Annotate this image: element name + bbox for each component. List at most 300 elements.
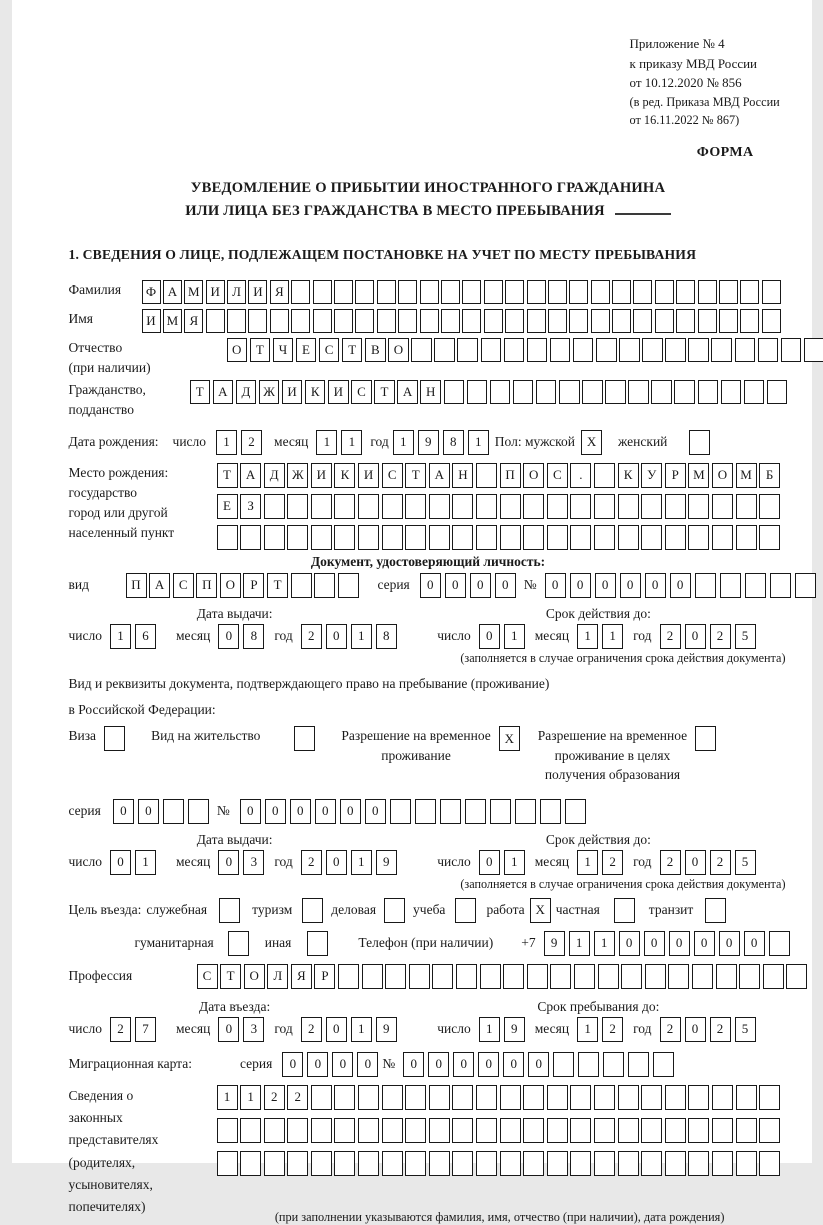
char-cell[interactable]: 2 <box>287 1085 308 1110</box>
char-cell[interactable]: 2 <box>264 1085 285 1110</box>
char-cell[interactable] <box>769 931 790 956</box>
char-cell[interactable] <box>641 494 662 519</box>
char-cell[interactable] <box>384 898 405 923</box>
char-cell[interactable] <box>692 964 713 989</box>
purpose-business-checkbox[interactable] <box>219 898 240 923</box>
char-cell[interactable] <box>313 280 332 304</box>
char-cell[interactable] <box>429 1085 450 1110</box>
char-cell[interactable] <box>434 338 455 362</box>
char-cell[interactable] <box>405 525 426 550</box>
char-cell[interactable] <box>736 1085 757 1110</box>
char-cell[interactable] <box>523 525 544 550</box>
char-cell[interactable]: Т <box>217 463 238 488</box>
char-cell[interactable] <box>334 309 353 333</box>
char-cell[interactable] <box>618 1118 639 1143</box>
char-cell[interactable] <box>612 309 631 333</box>
char-cell[interactable]: 7 <box>135 1017 156 1042</box>
char-cell[interactable] <box>569 280 588 304</box>
char-cell[interactable]: 0 <box>218 1017 239 1042</box>
char-cell[interactable] <box>405 494 426 519</box>
char-cell[interactable] <box>358 525 379 550</box>
char-cell[interactable] <box>594 1151 615 1176</box>
char-cell[interactable] <box>712 1118 733 1143</box>
char-cell[interactable]: 8 <box>243 624 264 649</box>
char-cell[interactable] <box>540 799 561 824</box>
char-cell[interactable] <box>705 898 726 923</box>
char-cell[interactable]: Я <box>291 964 312 989</box>
char-cell[interactable]: Д <box>236 380 257 404</box>
char-cell[interactable] <box>591 280 610 304</box>
char-cell[interactable]: 5 <box>735 624 756 649</box>
char-cell[interactable]: Л <box>267 964 288 989</box>
char-cell[interactable]: 9 <box>376 850 397 875</box>
char-cell[interactable]: 0 <box>326 850 347 875</box>
char-cell[interactable] <box>578 1052 599 1077</box>
char-cell[interactable]: 0 <box>645 573 666 598</box>
char-cell[interactable] <box>688 1118 709 1143</box>
char-cell[interactable] <box>695 726 716 751</box>
char-cell[interactable] <box>355 309 374 333</box>
purpose-transit-checkbox[interactable] <box>705 898 726 923</box>
purpose-tourism-checkbox[interactable] <box>302 898 323 923</box>
char-cell[interactable]: 0 <box>307 1052 328 1077</box>
char-cell[interactable] <box>527 309 546 333</box>
char-cell[interactable] <box>720 573 741 598</box>
char-cell[interactable] <box>452 1085 473 1110</box>
char-cell[interactable]: С <box>197 964 218 989</box>
char-cell[interactable]: 2 <box>301 1017 322 1042</box>
char-cell[interactable] <box>527 964 548 989</box>
char-cell[interactable] <box>338 964 359 989</box>
char-cell[interactable] <box>786 964 807 989</box>
char-cell[interactable]: 0 <box>420 573 441 598</box>
char-cell[interactable] <box>500 1085 521 1110</box>
char-cell[interactable] <box>594 1118 615 1143</box>
char-cell[interactable] <box>523 494 544 519</box>
char-cell[interactable] <box>689 430 710 455</box>
char-cell[interactable]: И <box>282 380 303 404</box>
char-cell[interactable] <box>603 1052 624 1077</box>
char-cell[interactable] <box>362 964 383 989</box>
char-cell[interactable]: Е <box>296 338 317 362</box>
char-cell[interactable]: 3 <box>243 850 264 875</box>
char-cell[interactable] <box>476 494 497 519</box>
char-cell[interactable]: А <box>149 573 170 598</box>
char-cell[interactable]: И <box>206 280 225 304</box>
char-cell[interactable] <box>547 1085 568 1110</box>
char-cell[interactable] <box>655 309 674 333</box>
char-cell[interactable]: 5 <box>735 1017 756 1042</box>
char-cell[interactable] <box>217 1151 238 1176</box>
char-cell[interactable]: 0 <box>478 1052 499 1077</box>
char-cell[interactable] <box>358 1151 379 1176</box>
char-cell[interactable]: 9 <box>376 1017 397 1042</box>
char-cell[interactable] <box>420 280 439 304</box>
char-cell[interactable] <box>712 525 733 550</box>
char-cell[interactable] <box>582 380 603 404</box>
char-cell[interactable] <box>462 309 481 333</box>
char-cell[interactable] <box>264 525 285 550</box>
char-cell[interactable]: 0 <box>685 850 706 875</box>
char-cell[interactable]: 0 <box>265 799 286 824</box>
purpose-humanitarian-checkbox[interactable] <box>228 931 249 956</box>
char-cell[interactable] <box>398 280 417 304</box>
char-cell[interactable] <box>716 964 737 989</box>
char-cell[interactable] <box>641 525 662 550</box>
char-cell[interactable] <box>334 1085 355 1110</box>
char-cell[interactable]: 0 <box>326 1017 347 1042</box>
char-cell[interactable] <box>711 338 732 362</box>
char-cell[interactable]: О <box>220 573 241 598</box>
char-cell[interactable] <box>311 494 332 519</box>
char-cell[interactable] <box>382 1085 403 1110</box>
char-cell[interactable]: 0 <box>528 1052 549 1077</box>
char-cell[interactable]: X <box>530 898 551 923</box>
char-cell[interactable] <box>206 309 225 333</box>
char-cell[interactable] <box>628 1052 649 1077</box>
char-cell[interactable]: 2 <box>110 1017 131 1042</box>
char-cell[interactable] <box>698 309 717 333</box>
char-cell[interactable]: С <box>319 338 340 362</box>
char-cell[interactable]: 9 <box>544 931 565 956</box>
char-cell[interactable] <box>547 1118 568 1143</box>
char-cell[interactable]: Б <box>759 463 780 488</box>
char-cell[interactable]: 0 <box>453 1052 474 1077</box>
char-cell[interactable] <box>484 280 503 304</box>
char-cell[interactable] <box>294 726 315 751</box>
purpose-other-checkbox[interactable] <box>307 931 328 956</box>
char-cell[interactable] <box>767 380 788 404</box>
char-cell[interactable]: 0 <box>620 573 641 598</box>
char-cell[interactable]: 0 <box>495 573 516 598</box>
char-cell[interactable] <box>452 494 473 519</box>
char-cell[interactable]: 0 <box>744 931 765 956</box>
char-cell[interactable]: 5 <box>735 850 756 875</box>
char-cell[interactable]: О <box>712 463 733 488</box>
char-cell[interactable] <box>668 964 689 989</box>
char-cell[interactable]: 0 <box>218 850 239 875</box>
char-cell[interactable] <box>338 573 359 598</box>
char-cell[interactable]: 1 <box>569 931 590 956</box>
char-cell[interactable] <box>569 309 588 333</box>
char-cell[interactable] <box>291 309 310 333</box>
char-cell[interactable]: 0 <box>365 799 386 824</box>
purpose-study-checkbox[interactable] <box>455 898 476 923</box>
char-cell[interactable]: М <box>163 309 182 333</box>
visa-checkbox[interactable] <box>104 726 125 751</box>
char-cell[interactable]: 1 <box>316 430 337 455</box>
char-cell[interactable] <box>547 1151 568 1176</box>
char-cell[interactable] <box>665 338 686 362</box>
char-cell[interactable]: Л <box>227 280 246 304</box>
char-cell[interactable] <box>513 380 534 404</box>
char-cell[interactable]: 1 <box>351 850 372 875</box>
char-cell[interactable] <box>605 380 626 404</box>
char-cell[interactable]: М <box>736 463 757 488</box>
char-cell[interactable] <box>385 964 406 989</box>
char-cell[interactable]: У <box>641 463 662 488</box>
sex-female-checkbox[interactable] <box>689 430 710 455</box>
char-cell[interactable]: 2 <box>301 624 322 649</box>
char-cell[interactable] <box>618 1151 639 1176</box>
char-cell[interactable]: П <box>196 573 217 598</box>
char-cell[interactable] <box>618 1085 639 1110</box>
char-cell[interactable] <box>641 1151 662 1176</box>
char-cell[interactable]: 0 <box>113 799 134 824</box>
char-cell[interactable] <box>355 280 374 304</box>
char-cell[interactable] <box>553 1052 574 1077</box>
char-cell[interactable] <box>311 1085 332 1110</box>
char-cell[interactable] <box>334 525 355 550</box>
char-cell[interactable] <box>382 525 403 550</box>
char-cell[interactable] <box>481 338 502 362</box>
char-cell[interactable] <box>594 463 615 488</box>
char-cell[interactable]: 0 <box>403 1052 424 1077</box>
char-cell[interactable]: 1 <box>602 624 623 649</box>
char-cell[interactable] <box>287 525 308 550</box>
char-cell[interactable]: И <box>328 380 349 404</box>
char-cell[interactable] <box>550 964 571 989</box>
char-cell[interactable]: Я <box>184 309 203 333</box>
char-cell[interactable] <box>688 494 709 519</box>
char-cell[interactable] <box>674 380 695 404</box>
char-cell[interactable]: С <box>547 463 568 488</box>
char-cell[interactable] <box>240 525 261 550</box>
char-cell[interactable] <box>781 338 802 362</box>
char-cell[interactable] <box>736 1118 757 1143</box>
char-cell[interactable] <box>570 494 591 519</box>
char-cell[interactable] <box>500 1151 521 1176</box>
char-cell[interactable] <box>712 494 733 519</box>
char-cell[interactable]: 1 <box>577 850 598 875</box>
char-cell[interactable] <box>612 280 631 304</box>
char-cell[interactable] <box>523 1151 544 1176</box>
char-cell[interactable] <box>307 931 328 956</box>
char-cell[interactable] <box>358 1085 379 1110</box>
char-cell[interactable]: 2 <box>710 1017 731 1042</box>
char-cell[interactable] <box>219 898 240 923</box>
edu-permit-checkbox[interactable] <box>695 726 716 751</box>
char-cell[interactable] <box>465 799 486 824</box>
char-cell[interactable] <box>377 309 396 333</box>
char-cell[interactable] <box>334 494 355 519</box>
char-cell[interactable]: А <box>163 280 182 304</box>
char-cell[interactable] <box>217 525 238 550</box>
char-cell[interactable]: 8 <box>376 624 397 649</box>
char-cell[interactable] <box>291 280 310 304</box>
char-cell[interactable] <box>358 1118 379 1143</box>
char-cell[interactable] <box>334 280 353 304</box>
char-cell[interactable] <box>633 309 652 333</box>
char-cell[interactable] <box>311 525 332 550</box>
char-cell[interactable] <box>759 1085 780 1110</box>
char-cell[interactable] <box>287 1118 308 1143</box>
char-cell[interactable] <box>217 1118 238 1143</box>
char-cell[interactable]: 0 <box>357 1052 378 1077</box>
char-cell[interactable] <box>390 799 411 824</box>
char-cell[interactable]: 0 <box>685 624 706 649</box>
char-cell[interactable] <box>736 494 757 519</box>
char-cell[interactable]: 0 <box>326 624 347 649</box>
char-cell[interactable]: 2 <box>602 850 623 875</box>
char-cell[interactable]: А <box>213 380 234 404</box>
char-cell[interactable] <box>503 964 524 989</box>
char-cell[interactable] <box>291 573 312 598</box>
char-cell[interactable] <box>440 799 461 824</box>
char-cell[interactable] <box>240 1151 261 1176</box>
char-cell[interactable]: 0 <box>670 573 691 598</box>
char-cell[interactable] <box>698 280 717 304</box>
char-cell[interactable] <box>527 280 546 304</box>
char-cell[interactable] <box>573 338 594 362</box>
char-cell[interactable]: И <box>311 463 332 488</box>
char-cell[interactable] <box>405 1151 426 1176</box>
char-cell[interactable] <box>382 1151 403 1176</box>
char-cell[interactable] <box>441 280 460 304</box>
char-cell[interactable] <box>411 338 432 362</box>
char-cell[interactable] <box>614 898 635 923</box>
char-cell[interactable]: 1 <box>479 1017 500 1042</box>
char-cell[interactable]: 0 <box>595 573 616 598</box>
char-cell[interactable]: О <box>244 964 265 989</box>
purpose-private-checkbox[interactable] <box>614 898 635 923</box>
char-cell[interactable]: 0 <box>479 624 500 649</box>
char-cell[interactable] <box>480 964 501 989</box>
char-cell[interactable]: 9 <box>418 430 439 455</box>
char-cell[interactable] <box>594 494 615 519</box>
char-cell[interactable] <box>476 525 497 550</box>
char-cell[interactable] <box>759 494 780 519</box>
char-cell[interactable] <box>596 338 617 362</box>
char-cell[interactable] <box>676 280 695 304</box>
char-cell[interactable] <box>515 799 536 824</box>
char-cell[interactable] <box>770 573 791 598</box>
char-cell[interactable]: Т <box>342 338 363 362</box>
char-cell[interactable]: 0 <box>110 850 131 875</box>
char-cell[interactable] <box>547 525 568 550</box>
char-cell[interactable]: Т <box>267 573 288 598</box>
char-cell[interactable] <box>415 799 436 824</box>
char-cell[interactable] <box>559 380 580 404</box>
char-cell[interactable] <box>452 1118 473 1143</box>
char-cell[interactable] <box>688 1085 709 1110</box>
char-cell[interactable] <box>712 1085 733 1110</box>
char-cell[interactable] <box>594 1085 615 1110</box>
char-cell[interactable]: 1 <box>135 850 156 875</box>
char-cell[interactable] <box>570 1151 591 1176</box>
char-cell[interactable] <box>270 309 289 333</box>
char-cell[interactable] <box>476 1085 497 1110</box>
char-cell[interactable] <box>591 309 610 333</box>
char-cell[interactable]: 1 <box>504 850 525 875</box>
char-cell[interactable]: Д <box>264 463 285 488</box>
char-cell[interactable]: 2 <box>710 850 731 875</box>
char-cell[interactable] <box>334 1151 355 1176</box>
char-cell[interactable] <box>618 494 639 519</box>
char-cell[interactable] <box>429 525 450 550</box>
char-cell[interactable]: 0 <box>332 1052 353 1077</box>
char-cell[interactable] <box>287 1151 308 1176</box>
char-cell[interactable] <box>104 726 125 751</box>
char-cell[interactable] <box>642 338 663 362</box>
purpose-commercial-checkbox[interactable] <box>384 898 405 923</box>
char-cell[interactable] <box>688 338 709 362</box>
char-cell[interactable]: 0 <box>445 573 466 598</box>
char-cell[interactable]: Ф <box>142 280 161 304</box>
char-cell[interactable]: Н <box>452 463 473 488</box>
char-cell[interactable]: 1 <box>351 1017 372 1042</box>
char-cell[interactable] <box>398 309 417 333</box>
char-cell[interactable]: А <box>240 463 261 488</box>
char-cell[interactable]: 0 <box>315 799 336 824</box>
char-cell[interactable]: 2 <box>710 624 731 649</box>
char-cell[interactable] <box>645 964 666 989</box>
char-cell[interactable] <box>429 1151 450 1176</box>
char-cell[interactable] <box>452 525 473 550</box>
char-cell[interactable] <box>311 1118 332 1143</box>
char-cell[interactable] <box>759 1118 780 1143</box>
char-cell[interactable] <box>455 898 476 923</box>
char-cell[interactable] <box>665 1118 686 1143</box>
char-cell[interactable]: 0 <box>479 850 500 875</box>
char-cell[interactable] <box>736 1151 757 1176</box>
char-cell[interactable] <box>758 338 779 362</box>
char-cell[interactable] <box>490 380 511 404</box>
char-cell[interactable] <box>633 280 652 304</box>
char-cell[interactable]: Т <box>250 338 271 362</box>
char-cell[interactable]: 9 <box>504 1017 525 1042</box>
char-cell[interactable] <box>550 338 571 362</box>
char-cell[interactable]: Р <box>314 964 335 989</box>
char-cell[interactable]: Т <box>220 964 241 989</box>
char-cell[interactable] <box>432 964 453 989</box>
char-cell[interactable]: 8 <box>443 430 464 455</box>
char-cell[interactable]: М <box>688 463 709 488</box>
char-cell[interactable] <box>409 964 430 989</box>
char-cell[interactable] <box>548 280 567 304</box>
char-cell[interactable]: 2 <box>660 1017 681 1042</box>
char-cell[interactable] <box>523 1085 544 1110</box>
char-cell[interactable]: Ч <box>273 338 294 362</box>
char-cell[interactable] <box>547 494 568 519</box>
char-cell[interactable] <box>334 1118 355 1143</box>
char-cell[interactable]: 2 <box>602 1017 623 1042</box>
char-cell[interactable] <box>505 309 524 333</box>
char-cell[interactable] <box>452 1151 473 1176</box>
char-cell[interactable] <box>570 1118 591 1143</box>
char-cell[interactable] <box>598 964 619 989</box>
char-cell[interactable]: 0 <box>340 799 361 824</box>
char-cell[interactable] <box>405 1118 426 1143</box>
char-cell[interactable]: 1 <box>594 931 615 956</box>
char-cell[interactable] <box>264 1151 285 1176</box>
char-cell[interactable]: Р <box>665 463 686 488</box>
char-cell[interactable] <box>377 280 396 304</box>
char-cell[interactable]: 0 <box>470 573 491 598</box>
char-cell[interactable]: 0 <box>719 931 740 956</box>
char-cell[interactable]: 1 <box>468 430 489 455</box>
char-cell[interactable] <box>740 309 759 333</box>
char-cell[interactable] <box>429 1118 450 1143</box>
char-cell[interactable]: О <box>388 338 409 362</box>
char-cell[interactable]: 0 <box>218 624 239 649</box>
char-cell[interactable]: 0 <box>644 931 665 956</box>
char-cell[interactable] <box>505 280 524 304</box>
char-cell[interactable] <box>287 494 308 519</box>
char-cell[interactable]: 1 <box>393 430 414 455</box>
char-cell[interactable] <box>264 494 285 519</box>
char-cell[interactable]: 2 <box>660 624 681 649</box>
